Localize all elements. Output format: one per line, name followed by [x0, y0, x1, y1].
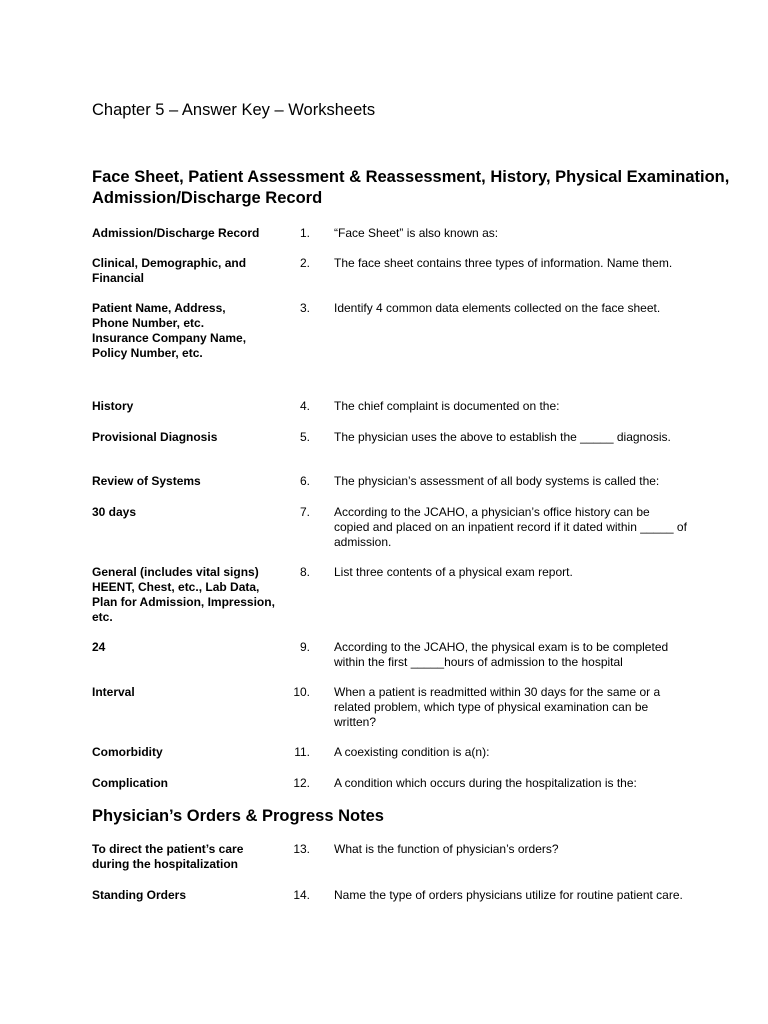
- question-number: 9.: [299, 640, 310, 654]
- question-number: 14.: [293, 888, 310, 902]
- answer: Standing Orders: [92, 888, 187, 902]
- question-number: 5.: [299, 430, 310, 444]
- answer: History: [92, 399, 134, 413]
- answer: Patient Name, Address, Phone Number, etc. Insurance Company Name, Policy Number, etc.: [92, 301, 247, 360]
- answer: 24: [92, 640, 106, 654]
- question: The chief complaint is documented on the:: [334, 399, 560, 413]
- question: The physician uses the above to establish the _____ diagnosis.: [334, 430, 671, 444]
- question-number: 1.: [299, 226, 310, 240]
- question-number: 6.: [299, 474, 310, 488]
- question: A condition which occurs during the hospitalization is the:: [334, 776, 637, 790]
- question-number: 10.: [293, 685, 310, 699]
- question: Name the type of orders physicians utilize for routine patient care.: [334, 888, 683, 902]
- answer: Comorbidity: [92, 745, 163, 759]
- question-number: 8.: [299, 565, 310, 579]
- question: What is the function of physician’s orders?: [334, 842, 559, 856]
- question: List three contents of a physical exam report.: [334, 565, 573, 579]
- answer: Provisional Diagnosis: [92, 430, 218, 444]
- question-number: 12.: [293, 776, 310, 790]
- answer: Review of Systems: [92, 474, 201, 488]
- question: “Face Sheet” is also known as:: [334, 226, 499, 240]
- question-number: 11.: [294, 745, 310, 759]
- question-number: 7.: [299, 505, 310, 519]
- question: The face sheet contains three types of information. Name them.: [334, 256, 673, 270]
- question-number: 3.: [299, 301, 310, 315]
- question-number: 13.: [293, 842, 310, 856]
- answer: Interval: [92, 685, 135, 699]
- answer: General (includes vital signs) HEENT, Chest, etc., Lab Data, Plan for Admission, Impression, etc.: [92, 565, 275, 624]
- question: When a patient is readmitted within 30 days for the same or a related problem, which type of physical examination can be written?: [334, 685, 661, 729]
- answer: Clinical, Demographic, and Financial: [92, 256, 247, 285]
- question: The physician’s assessment of all body systems is called the:: [334, 474, 660, 488]
- answer: To direct the patient’s care during the hospitalization: [92, 842, 244, 871]
- section-heading-face-sheet: Face Sheet, Patient Assessment & Reassessment, History, Physical Examination, Admission/Discharge Record: [92, 168, 730, 207]
- question: A coexisting condition is a(n):: [334, 745, 490, 759]
- section-heading-physicians-orders: Physician’s Orders & Progress Notes: [92, 807, 384, 825]
- question-number: 2.: [299, 256, 310, 270]
- answer: 30 days: [92, 505, 137, 519]
- question: According to the JCAHO, the physical exam is to be completed within the first _____hours of admission to the hospital: [334, 640, 669, 669]
- question-number: 4.: [299, 399, 310, 413]
- answer: Complication: [92, 776, 169, 790]
- question: Identify 4 common data elements collected on the face sheet.: [334, 301, 661, 315]
- question: According to the JCAHO, a physician’s office history can be copied and placed on an inpatient record if it dated within _____ of admission.: [334, 505, 687, 549]
- answer: Admission/Discharge Record: [92, 226, 260, 240]
- chapter-title: Chapter 5 – Answer Key – Worksheets: [92, 101, 376, 119]
